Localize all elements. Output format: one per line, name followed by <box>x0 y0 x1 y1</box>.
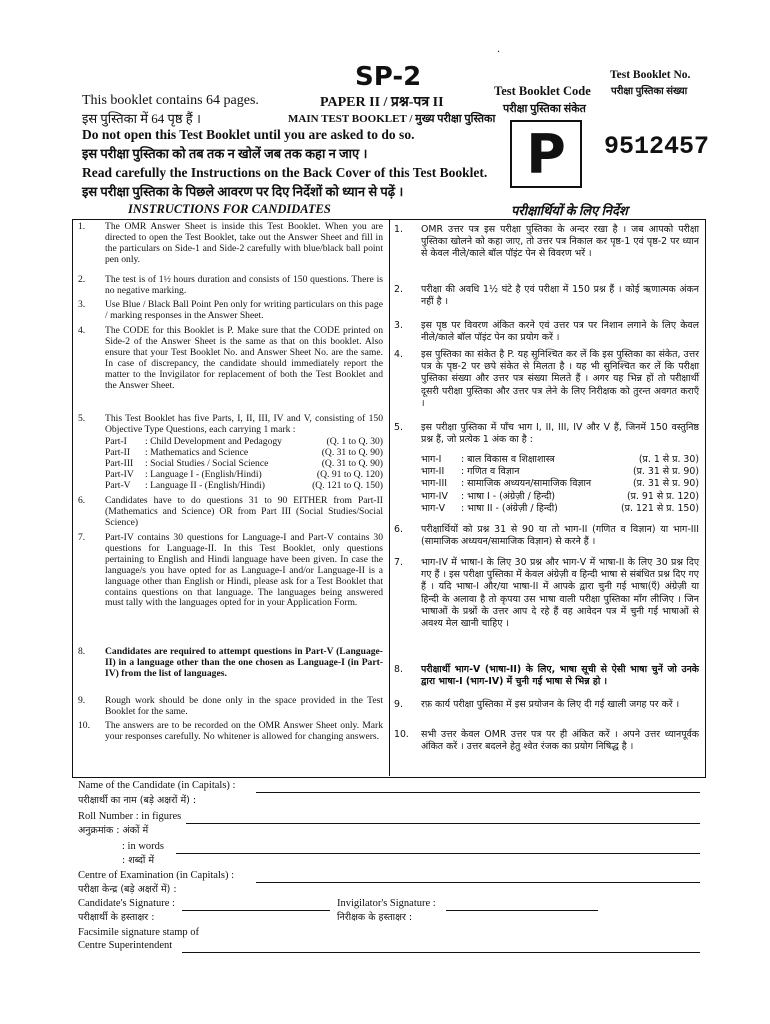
page-count-en: This booklet contains 64 pages. <box>82 93 259 108</box>
parts-table-en <box>105 437 383 492</box>
centre-label-en: Centre of Examination (in Capitals) : <box>78 870 235 881</box>
booklet-code-label-en: Test Booklet Code <box>494 84 591 98</box>
series-code: SP-2 <box>355 62 422 92</box>
booklet-code-label-hi: परीक्षा पुस्तिका संकेत <box>503 103 586 115</box>
booklet-number-label-en: Test Booklet No. <box>610 69 691 81</box>
candidate-signature-label-en: Candidate's Signature : <box>78 898 175 909</box>
read-instructions-en: Read carefully the Instructions on the Back Cover of this Test Booklet. <box>82 165 488 180</box>
part-row: भाग-V : भाषा II - (अंग्रेज़ी / हिन्दी) (प्र. 121 से प्र. 150) <box>421 502 699 514</box>
invigilator-signature-label-hi: निरीक्षक के हस्ताक्षर : <box>337 912 413 923</box>
page-count-hi: इस पुस्तिका में 64 पृष्ठ हैं । <box>82 111 201 126</box>
part-row: भाग-II : गणित व विज्ञान (प्र. 31 से प्र. 90) <box>421 466 699 478</box>
instructions-heading-en: INSTRUCTIONS FOR CANDIDATES <box>128 202 331 216</box>
centre-label-hi: परीक्षा केन्द्र (बड़े अक्षरों में) : <box>78 884 177 895</box>
candidate-signature-field[interactable] <box>182 910 330 911</box>
part-row: भाग-I : बाल विकास व शिक्षाशास्त्र (प्र. 1 से प्र. 30) <box>421 454 699 465</box>
roll-number-words-field[interactable] <box>176 853 700 854</box>
read-instructions-hi: इस परीक्षा पुस्तिका के पिछले आवरण पर दिए निर्देशों को ध्यान से पढ़ें । <box>82 184 404 199</box>
candidate-name-field[interactable] <box>256 792 700 793</box>
roll-number-figures-field[interactable] <box>186 823 700 824</box>
booklet-number: 9512457 <box>604 132 710 161</box>
do-not-open-hi: इस परीक्षा पुस्तिका को तब तक न खोलें जब तक कहा न जाए । <box>82 146 368 161</box>
parts-table-hi <box>421 454 699 515</box>
invigilator-signature-field[interactable] <box>446 910 598 911</box>
part-row: भाग-IV : भाषा I - (अंग्रेज़ी / हिन्दी) (प्र. 91 से प्र. 120) <box>421 490 699 502</box>
column-divider <box>389 219 390 776</box>
candidate-name-label-en: Name of the Candidate (in Capitals) : <box>78 780 236 791</box>
paper-title: PAPER II / प्रश्न-पत्र II <box>320 95 444 110</box>
do-not-open-en: Do not open this Test Booklet until you are asked to do so. <box>82 127 415 142</box>
booklet-code-box: P <box>510 120 582 188</box>
part-row: Part-III : Social Studies / Social Science (Q. 31 to Q. 90) <box>105 457 383 469</box>
invigilator-signature-label-en: Invigilator's Signature : <box>337 898 436 909</box>
roll-words-label-hi: : शब्दों में <box>122 855 155 866</box>
superintendent-signature-field[interactable] <box>182 952 700 953</box>
part-row: Part-I : Child Development and Pedagogy (Q. 1 to Q. 30) <box>105 436 383 447</box>
candidate-name-label-hi: परीक्षार्थी का नाम (बड़े अक्षरों में) : <box>78 795 197 806</box>
facsimile-label-2: Centre Superintendent <box>78 940 173 951</box>
part-row: Part-IV : Language I - (English/Hindi) (Q. 91 to Q. 120) <box>105 468 383 480</box>
centre-field[interactable] <box>256 882 700 883</box>
roll-number-label-hi: अनुक्रमांक : अंकों में <box>78 825 149 836</box>
part-row: भाग-III : सामाजिक अध्ययन/सामाजिक विज्ञान (प्र. 31 से प्र. 90) <box>421 478 699 490</box>
part-row: Part-II : Mathematics and Science (Q. 31 to Q. 90) <box>105 446 383 458</box>
booklet-number-label-hi: परीक्षा पुस्तिका संख्या <box>611 86 688 97</box>
instructions-heading-hi: परीक्षार्थियों के लिए निर्देश <box>511 203 628 218</box>
roll-number-label-en: Roll Number : in figures <box>78 811 182 822</box>
print-dot: · <box>497 47 501 58</box>
main-booklet-label: MAIN TEST BOOKLET / मुख्य परीक्षा पुस्तिका <box>288 113 496 125</box>
part-row: Part-V : Language II - (English/Hindi) (Q. 121 to Q. 150) <box>105 479 383 491</box>
candidate-signature-label-hi: परीक्षार्थी के हस्ताक्षर : <box>78 912 155 923</box>
facsimile-label-1: Facsimile signature stamp of <box>78 927 200 938</box>
roll-words-label-en: : in words <box>122 841 164 852</box>
